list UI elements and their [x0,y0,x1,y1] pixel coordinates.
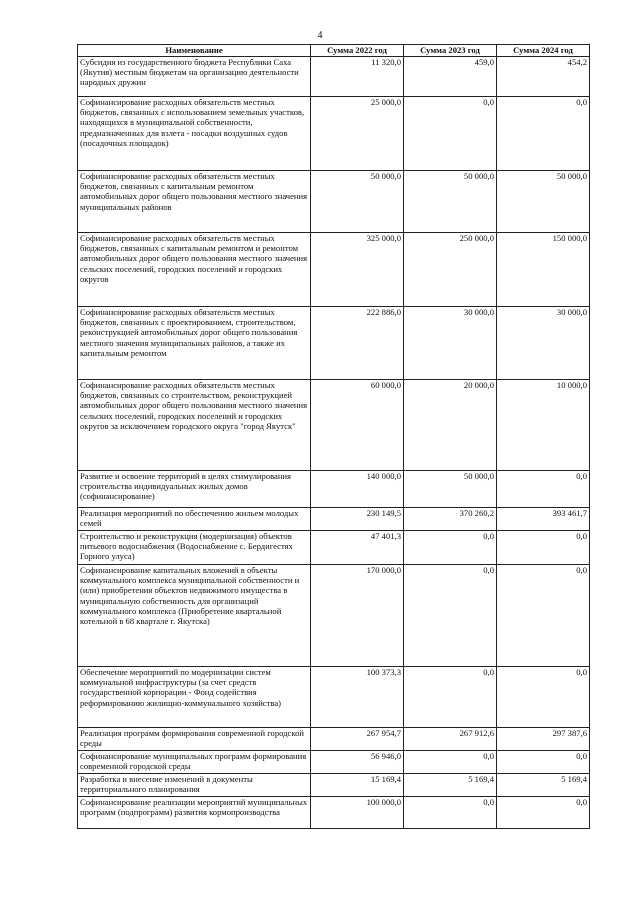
row-2022: 100 000,0 [311,797,404,829]
row-2022: 222 886,0 [311,307,404,380]
row-2023: 20 000,0 [404,380,497,471]
row-2024: 0,0 [497,565,590,667]
row-2022: 170 000,0 [311,565,404,667]
table-row [78,565,590,667]
row-2023: 0,0 [404,797,497,829]
row-2023: 459,0 [404,57,497,97]
row-name: Софинансирование реализации мероприятий муниципальных программ (подпрограмм) развития кормопроизводства [78,797,311,829]
header-2024: Сумма 2024 год [497,45,590,57]
table-row [78,380,590,471]
table-row [78,531,590,565]
row-name: Реализация мероприятий по обеспечению жильем молодых семей [78,508,311,531]
table-row [78,508,590,531]
row-name: Реализация программ формирования современной городской среды [78,728,311,751]
row-2023: 50 000,0 [404,171,497,233]
row-name: Софинансирование муниципальных программ формирования современной городской среды [78,751,311,774]
row-2024: 0,0 [497,471,590,508]
row-name: Строительство и реконструкция (модернизация) объектов питьевого водоснабжения (Водоснабжение с. Бердигестях Горного улуса) [78,531,311,565]
row-name: Софинансирование капитальных вложений в объекты коммунального комплекса муниципальной собственности и (или) приобретения объектов недвижимого имущества в муниципальную собственность для организаций коммунального комплекса (Приобретение квартальной котельной в 68 квартале г. Якутска) [78,565,311,667]
row-2023: 0,0 [404,667,497,728]
row-2024: 0,0 [497,667,590,728]
row-name: Развитие и освоение территорий в целях стимулирования строительства индивидуальных жилых домов (софинансирование) [78,471,311,508]
row-name: Софинансирование расходных обязательств местных бюджетов, связанных с использованием земельных участков, находящихся в муниципальной собственности, предназначенных для взлета - посадки воздушных судов (посадочных площадок) [78,97,311,171]
header-name: Наименование [78,45,311,57]
row-2023: 30 000,0 [404,307,497,380]
table-row [78,97,590,171]
row-2023: 0,0 [404,751,497,774]
row-2022: 15 169,4 [311,774,404,797]
row-2024: 30 000,0 [497,307,590,380]
row-2024: 0,0 [497,97,590,171]
row-name: Софинансирование расходных обязательств местных бюджетов, связанных со строительством, реконструкцией автомобильных дорог общего пользования местного значения сельских поселений, городских поселений и городских округов за исключением городского округа "город Якутск" [78,380,311,471]
row-2023: 370 260,2 [404,508,497,531]
row-2023: 50 000,0 [404,471,497,508]
row-2024: 393 461,7 [497,508,590,531]
row-2024: 50 000,0 [497,171,590,233]
row-2023: 0,0 [404,97,497,171]
row-2022: 47 401,3 [311,531,404,565]
row-2022: 50 000,0 [311,171,404,233]
row-name: Софинансирование расходных обязательств местных бюджетов, связанных с капитальным ремонтом и ремонтом автомобильных дорог общего пользования местного значения сельских поселений, городских поселений и городских округов [78,233,311,307]
header-2023: Сумма 2023 год [404,45,497,57]
budget-table [77,44,590,829]
table-row [78,797,590,829]
table-row [78,171,590,233]
row-2023: 0,0 [404,531,497,565]
row-2024: 0,0 [497,531,590,565]
table-row [78,307,590,380]
row-2023: 5 169,4 [404,774,497,797]
row-2022: 11 320,0 [311,57,404,97]
table-row [78,57,590,97]
page-number: 4 [317,30,323,41]
row-2023: 267 912,6 [404,728,497,751]
row-2022: 56 946,0 [311,751,404,774]
header-2022: Сумма 2022 год [311,45,404,57]
row-2024: 297 387,6 [497,728,590,751]
row-name: Обеспечение мероприятий по модернизации систем коммунальной инфраструктуры (за счет средств государственной корпорации - Фонд содействия реформированию жилищно-коммунального хозяйства) [78,667,311,728]
row-2024: 150 000,0 [497,233,590,307]
table-header-row [78,45,590,57]
row-2022: 325 000,0 [311,233,404,307]
row-2023: 250 000,0 [404,233,497,307]
row-2022: 100 373,3 [311,667,404,728]
row-2024: 454,2 [497,57,590,97]
row-name: Субсидия из государственного бюджета Республики Саха (Якутия) местным бюджетам на организацию деятельности народных дружин [78,57,311,97]
row-2024: 0,0 [497,751,590,774]
table-row [78,774,590,797]
row-2022: 267 954,7 [311,728,404,751]
row-2024: 10 000,0 [497,380,590,471]
table-row [78,233,590,307]
table-row [78,751,590,774]
row-2022: 230 149,5 [311,508,404,531]
row-2022: 25 000,0 [311,97,404,171]
row-2022: 60 000,0 [311,380,404,471]
row-2022: 140 000,0 [311,471,404,508]
row-2024: 0,0 [497,797,590,829]
table-row [78,667,590,728]
table-row [78,728,590,751]
row-2023: 0,0 [404,565,497,667]
row-name: Софинансирование расходных обязательств местных бюджетов, связанных с капитальным ремонтом автомобильных дорог общего пользования местного значения муниципальных районов [78,171,311,233]
row-name: Разработка и внесение изменений в документы территориального планирования [78,774,311,797]
row-2024: 5 169,4 [497,774,590,797]
table-row [78,471,590,508]
row-name: Софинансирование расходных обязательств местных бюджетов, связанных с проектированием, строительством, реконструкцией автомобильных дорог общего пользования местного значения муниципальных районов, а также их капитальным ремонтом [78,307,311,380]
